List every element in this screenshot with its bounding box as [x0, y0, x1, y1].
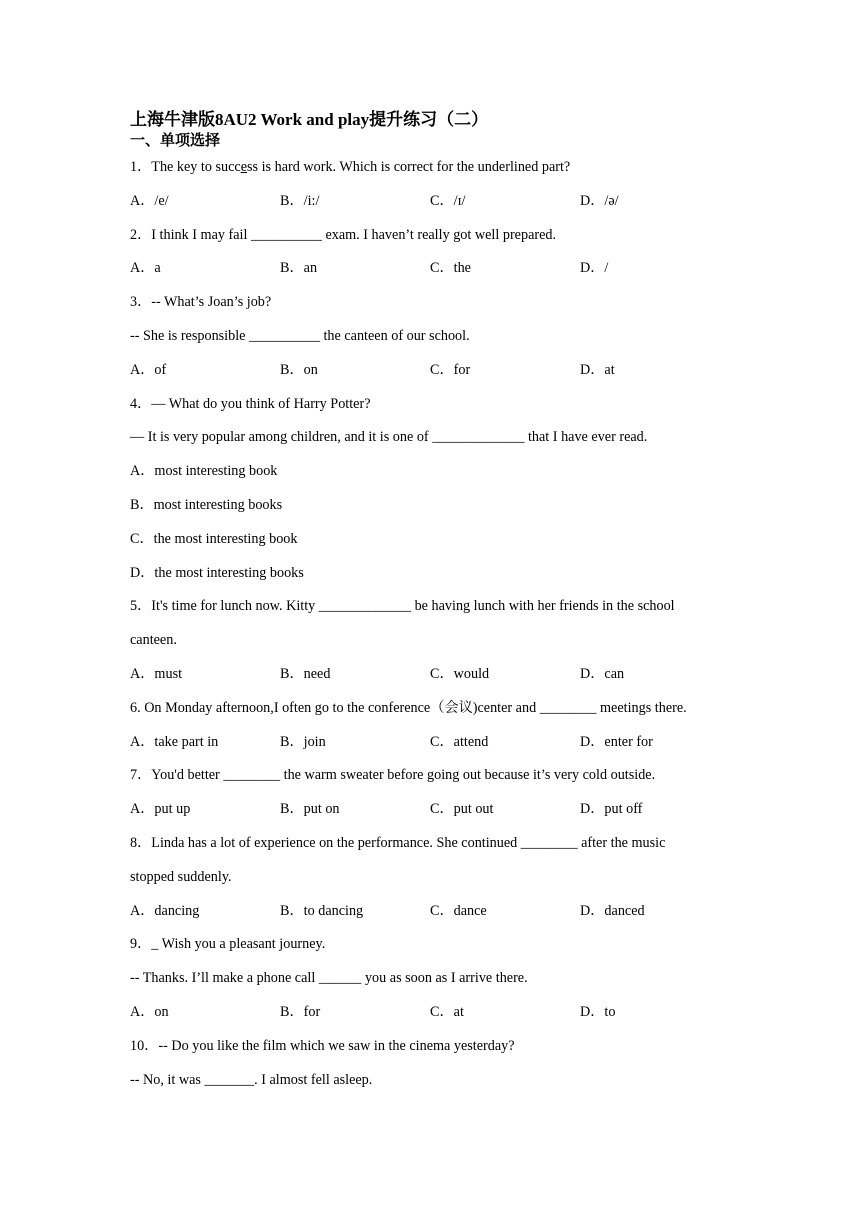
- option-c: C．/ɪ/: [430, 192, 466, 209]
- option-b: B．on: [280, 361, 318, 378]
- question-text: 8．Linda has a lot of experience on the performance. She continued ________ after the music: [130, 834, 666, 851]
- option-c: C．for: [430, 361, 471, 378]
- option-c: C．would: [430, 665, 490, 682]
- option-c: C．attend: [430, 733, 489, 750]
- option-a: A．put up: [130, 801, 191, 818]
- options-row: [130, 661, 740, 695]
- question-item: [130, 593, 740, 694]
- option-d: D．/ə/: [580, 192, 619, 209]
- question-text: 4．— What do you think of Harry Potter?: [130, 395, 371, 412]
- question-text: 9．_ Wish you a pleasant journey.: [130, 936, 326, 953]
- question-item: [130, 289, 740, 390]
- option-a: A．must: [130, 665, 183, 682]
- option-a: A．a: [130, 260, 161, 277]
- option-d: D．/: [580, 260, 609, 277]
- option-d: D．danced: [580, 902, 645, 919]
- question-text: 5．It's time for lunch now. Kitty _____________ be having lunch with her friends in the school: [130, 598, 675, 615]
- options-row: [130, 796, 740, 830]
- option-b: B．need: [280, 665, 331, 682]
- option-d: D．can: [580, 665, 625, 682]
- options-row: [130, 999, 740, 1033]
- question-text: 6. On Monday afternoon,I often go to the conference（会议)center and ________ meetings there.: [130, 699, 687, 716]
- underlined-letter: e: [240, 159, 248, 175]
- question-text: canteen.: [130, 632, 177, 649]
- question-item: [130, 762, 740, 830]
- option-b: B．an: [280, 260, 318, 277]
- option-c: C．the most interesting book: [130, 530, 298, 547]
- option-d: D．the most interesting books: [130, 564, 304, 581]
- option-c: C．dance: [430, 902, 487, 919]
- option-a: A．dancing: [130, 902, 200, 919]
- option-c: C．put out: [430, 801, 494, 818]
- question-item: [130, 830, 740, 931]
- option-a: A．take part in: [130, 733, 219, 750]
- question-item: [130, 695, 740, 763]
- question-item: [130, 931, 740, 1032]
- question-item: [130, 154, 740, 222]
- option-b: B．for: [280, 1003, 321, 1020]
- option-c: C．the: [430, 260, 471, 277]
- option-a: A．on: [130, 1003, 169, 1020]
- question-item: [130, 222, 740, 290]
- question-text: 3．-- What’s Joan’s job?: [130, 294, 272, 311]
- option-a: A．of: [130, 361, 167, 378]
- option-a: A．most interesting book: [130, 463, 278, 480]
- option-d: D．put off: [580, 801, 643, 818]
- question-text: 1．The key to success is hard work. Which is correct for the underlined part?: [130, 159, 571, 175]
- options-row: [130, 729, 740, 763]
- question-text: -- She is responsible __________ the canteen of our school.: [130, 327, 470, 344]
- document-title: 上海牛津版8AU2 Work and play提升练习（二）: [130, 110, 489, 129]
- option-c: C．at: [430, 1003, 464, 1020]
- option-d: D．enter for: [580, 733, 653, 750]
- options-row: [130, 898, 740, 932]
- options-row: [130, 357, 740, 391]
- option-b: B．/i:/: [280, 192, 320, 209]
- option-b: B．join: [280, 733, 326, 750]
- question-text: stopped suddenly.: [130, 868, 232, 885]
- question-text: 2．I think I may fail __________ exam. I haven’t really got well prepared.: [130, 226, 557, 243]
- question-list: [130, 154, 740, 1100]
- question-text: -- Thanks. I’ll make a phone call ______ you as soon as I arrive there.: [130, 970, 528, 987]
- question-text: — It is very popular among children, and it is one of _____________ that I have ever read.: [130, 429, 648, 446]
- question-text: 10．-- Do you like the film which we saw in the cinema yesterday?: [130, 1037, 515, 1054]
- option-a: A．/e/: [130, 192, 169, 209]
- option-d: D．to: [580, 1003, 616, 1020]
- question-text: -- No, it was _______. I almost fell asleep.: [130, 1071, 373, 1088]
- option-d: D．at: [580, 361, 615, 378]
- option-b: B．most interesting books: [130, 496, 283, 513]
- section-heading: 一、单项选择: [130, 133, 221, 149]
- option-b: B．to dancing: [280, 902, 364, 919]
- option-b: B．put on: [280, 801, 340, 818]
- options-row: [130, 188, 740, 222]
- question-text: 7．You'd better ________ the warm sweater before going out because it’s very cold outside.: [130, 767, 656, 784]
- question-item: [130, 391, 740, 594]
- options-row: [130, 255, 740, 289]
- question-item: [130, 1033, 740, 1101]
